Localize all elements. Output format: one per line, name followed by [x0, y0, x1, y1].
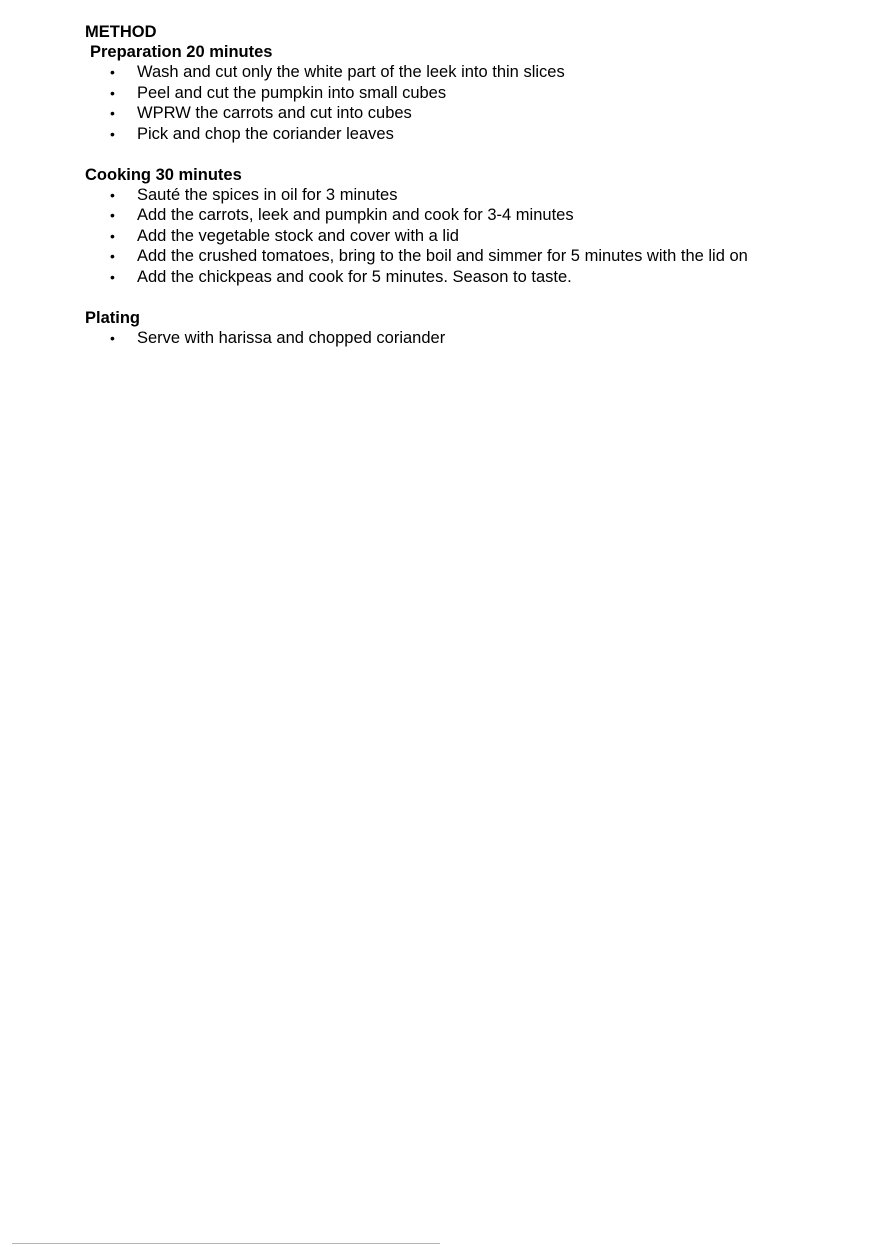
section-heading-preparation: Preparation 20 minutes	[90, 43, 273, 61]
method-content	[85, 22, 825, 348]
method-title: METHOD	[85, 23, 157, 41]
step-text: Add the carrots, leek and pumpkin and cook for 3-4 minutes	[137, 206, 574, 224]
list-item	[85, 267, 825, 288]
step-text: WPRW the carrots and cut into cubes	[137, 104, 412, 122]
footnote-separator-line	[12, 1243, 440, 1244]
step-text: Peel and cut the pumpkin into small cubes	[137, 83, 447, 102]
step-text: Add the crushed tomatoes, bring to the boil and simmer for 5 minutes with the lid on	[137, 247, 748, 265]
list-item	[85, 124, 825, 145]
bullet-icon: •	[110, 105, 115, 121]
bullet-icon: •	[110, 64, 115, 80]
step-text: Serve with harissa and chopped coriander	[137, 328, 446, 347]
list-item	[85, 83, 825, 104]
bullet-icon: •	[110, 329, 115, 346]
list-item	[85, 62, 825, 83]
list-item	[85, 226, 825, 247]
step-text: Add the vegetable stock and cover with a lid	[137, 226, 459, 245]
list-item	[85, 246, 825, 267]
bullet-icon: •	[110, 248, 115, 264]
list-item	[85, 103, 825, 124]
section-heading-cooking: Cooking 30 minutes	[85, 165, 242, 184]
section-heading-plating: Plating	[85, 308, 141, 327]
preparation-steps	[85, 62, 825, 144]
bullet-icon: •	[110, 268, 115, 285]
list-item	[85, 205, 825, 226]
bullet-icon: •	[110, 207, 115, 223]
step-text: Wash and cut only the white part of the leek into thin slices	[137, 63, 565, 81]
step-text: Pick and chop the coriander leaves	[137, 124, 394, 143]
bullet-icon: •	[110, 125, 115, 142]
bullet-icon: •	[110, 84, 115, 101]
plating-steps	[85, 328, 825, 349]
cooking-steps	[85, 185, 825, 288]
step-text: Add the chickpeas and cook for 5 minutes. Season to taste.	[137, 267, 572, 286]
section-spacer	[85, 287, 825, 308]
section-spacer	[85, 144, 825, 165]
bullet-icon: •	[110, 186, 115, 203]
list-item	[85, 328, 825, 349]
list-item	[85, 185, 825, 206]
step-text: Sauté the spices in oil for 3 minutes	[137, 185, 398, 204]
bullet-icon: •	[110, 227, 115, 244]
